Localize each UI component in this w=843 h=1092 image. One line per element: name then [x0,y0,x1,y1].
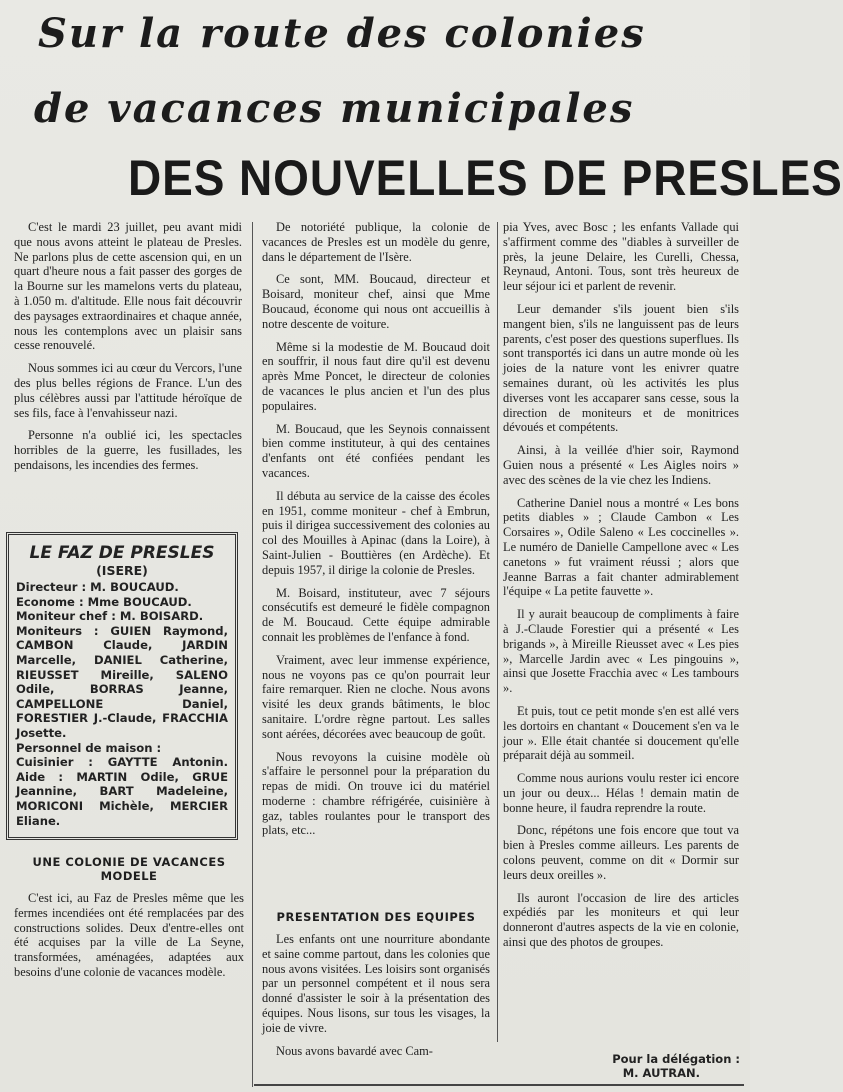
column-1-bottom [14,855,244,988]
staff-line: Moniteur chef : M. BOISARD. [16,609,204,624]
paragraph: Nous avons bavardé avec Cam- [276,1043,433,1058]
paragraph: Nous sommes ici au cœur du Vercors, l'une des plus belles régions de France. L'un des plus célèbres aussi par l'attitude héroïque de ses fils, face à l'envahisseur nazi. [14,361,242,420]
paragraph: Même si la modestie de M. Boucaud doit en souffrir, il nous faut dire qu'il est devenu après Mme Poncet, le directeur de colonies de vacances le plus ancien et l'un des plus populaires. [262,339,490,413]
signature-name: M. AUTRAN. [622,1066,700,1080]
headline-line-2: de vacances municipales [34,85,635,132]
staff-line: Cuisinier : GAYTTE Antonin. Aide : MARTIN Odile, GRUE Jeannine, BART Madeleine, MORICONI Michèle, MERCIER Eliane. [16,755,228,828]
staff-line: Personnel de maison : [16,740,162,755]
column-1 [14,220,242,481]
paragraph: C'est ici, au Faz de Presles même que les fermes incendiées ont été remplacées par des constructions solides. Deux d'entre-elles ont été acquises par la ville de La Seyne, transformées, aménagées, adaptées aux besoins d'une colonie de vacances modèle. [14,891,244,979]
staff-line: Econome : Mme BOUCAUD. [16,594,192,609]
column-2-bottom [262,910,490,1066]
paragraph: Leur demander s'ils jouent bien s'ils mangent bien, s'ils ne languissent pas de leurs parents, c'est poser des questions superflues. Ils sont transportés ici dans un autre monde où les joies de la nature vont les enivrer quatre semaines durant, où les activités les plus diverses vont les accaparer sans cesse, sous la direction de moniteurs et de monitrices dévoués et compétents. [503,301,739,435]
paragraph: Les enfants ont une nourriture abondante et saine comme partout, dans les colonies que nous avons visitées. Les loisirs sont organisés par un personnel compétent et il nous sera donné d'assister le soir à la présentation des équipes. Nous lisons, sur tous les visages, la joie de vivre. [262,932,490,1035]
section-heading: PRESENTATION DES EQUIPES [276,910,476,924]
paragraph: M. Boisard, instituteur, avec 7 séjours consécutifs est demeuré le fidèle compagnon de M. Boucaud. Cette équipe admirable connait les problèmes de l'enfance à fond. [262,585,490,644]
section-heading: UNE COLONIE DE VACANCES MODELE [32,855,226,883]
paragraph: Ce sont, MM. Boucaud, directeur et Boisard, moniteur chef, ainsi que Mme Boucaud, économe qui nous ont accueillis à notre descente de voiture. [262,272,490,331]
paragraph: Nous revoyons la cuisine modèle où s'affaire le personnel pour la préparation du repas de midi. On trouve ici du matériel moderne : chambre réfrigérée, cuisinière à gaz, tables roulantes pour le transport des plats, etc... [262,749,490,838]
paragraph: Ainsi, à la veillée d'hier soir, Raymond Guien nous a présenté « Les Aigles noirs » avec des scènes de la vie chez les Indiens. [503,443,739,487]
staff-box [6,532,238,840]
paragraph: Comme nous aurions voulu rester ici encore un jour ou deux... Hélas ! demain matin de bonne heure, il faudra reprendre la route. [503,771,739,815]
paragraph: De notoriété publique, la colonie de vacances de Presles est un modèle du genre, dans le département de l'Isère. [262,220,490,264]
column-3 [503,220,739,958]
staff-line: Moniteurs : GUIEN Raymond, CAMBON Claude, JARDIN Marcelle, DANIEL Catherine, RIEUSSET Mireille, SALENO Odile, BORRAS Jeanne, CAMPELLONE Daniel, FORESTIER J.-Claude, FRACCHIA Josette. [16,623,228,740]
paragraph: Il débuta au service de la caisse des écoles en 1951, comme moniteur - chef à Embrun, puis il dirigea successivement des colonies au col des Mouilles à Apinac (dans la Loire), à Saint-Julien - Bouttières (en Ardèche). Et depuis 1957, il dirige la colonie de Presles. [262,488,490,577]
staff-box-subtitle: (ISERE) [96,563,148,578]
staff-line: Directeur : M. BOUCAUD. [16,580,179,594]
column-rule [497,222,498,1042]
article-title: DES NOUVELLES DE PRESLES [128,150,843,206]
column-rule [252,222,253,1087]
paragraph: pia Yves, avec Bosc ; les enfants Vallade qui s'affirment comme des "diables à surveiller de près, la jeune Delaire, les Curelli, Chessa, Reynaud, Antoni. Tous, sont très heureux de leur séjour ici et parlent de revenir. [503,220,739,294]
signature [540,1052,740,1080]
paragraph: Vraiment, avec leur immense expérience, nous ne voyons pas ce qu'on pourrait leur faire remarquer. Rien ne cloche. Nous avons visité les deux grands bâtiments, le bloc sanitaire. L'ordre règne partout. Les salles sont aérées, décorées avec beaucoup de goût. [262,652,490,741]
paragraph: Ils auront l'occasion de lire des articles expédiés par les moniteurs et qui leur donneront d'autres aspects de la vie en colonie, ainsi que des photos de groupes. [503,890,739,950]
paragraph: Personne n'a oublié ici, les spectacles horribles de la guerre, les fusillades, les pendaisons, les incendies des fermes. [14,428,242,472]
paragraph: C'est le mardi 23 juillet, peu avant midi que nous avons atteint le plateau de Presles. Ne parlons plus de cette ascension qui, en un quart d'heure nous a fait passer des gorges de la Bourne sur les mamelons verts du plateau, à 1.050 m. d'altitude. Elle nous fait découvrir des paysages extraordinaires et chaque année, nous les contemplons avec un plaisir sans cesse renouvelé. [14,220,242,353]
paragraph: Il y aurait beaucoup de compliments à faire à J.-Claude Forestier qui a présenté « Les brigands », à Mireille Rieusset avec « Les pies », Marcelle Jardin avec « Les pingouins », ainsi que Josette Fracchia avec « Les tambours ». [503,607,739,696]
paragraph: Donc, répétons une fois encore que tout va bien à Presles comme ailleurs. Les parents de colons peuvent, comme on dit « Dormir sur leurs deux oreilles ». [503,823,739,882]
headline-line-1: Sur la route des colonies [38,10,646,57]
paragraph: Et puis, tout ce petit monde s'en est allé vers les dortoirs en chantant « Doucement s'en va le jour ». Elle était chantée si doucement qu'elle préparait déjà au sommeil. [503,703,739,763]
column-2 [262,220,490,846]
paragraph: M. Boucaud, que les Seynois connaissent bien comme instituteur, à qui des centaines d'enfants ont été confiées pendant les vacances. [262,421,490,480]
signature-lead: Pour la délégation : [612,1052,740,1066]
paragraph: Catherine Daniel nous a montré « Les bons petits diables » ; Claude Cambon « Les Corsaires », Odile Saleno « Les coccinelles ». Le numéro de Danielle Campellone avec « Les canetons » fut vraiment réussi ; alors que Jeanne Barras a fait chanter admirablement l'équipe « La petite fauvette ». [503,495,739,599]
staff-box-title: LE FAZ DE PRESLES [29,543,215,563]
bottom-rule [254,1084,744,1086]
